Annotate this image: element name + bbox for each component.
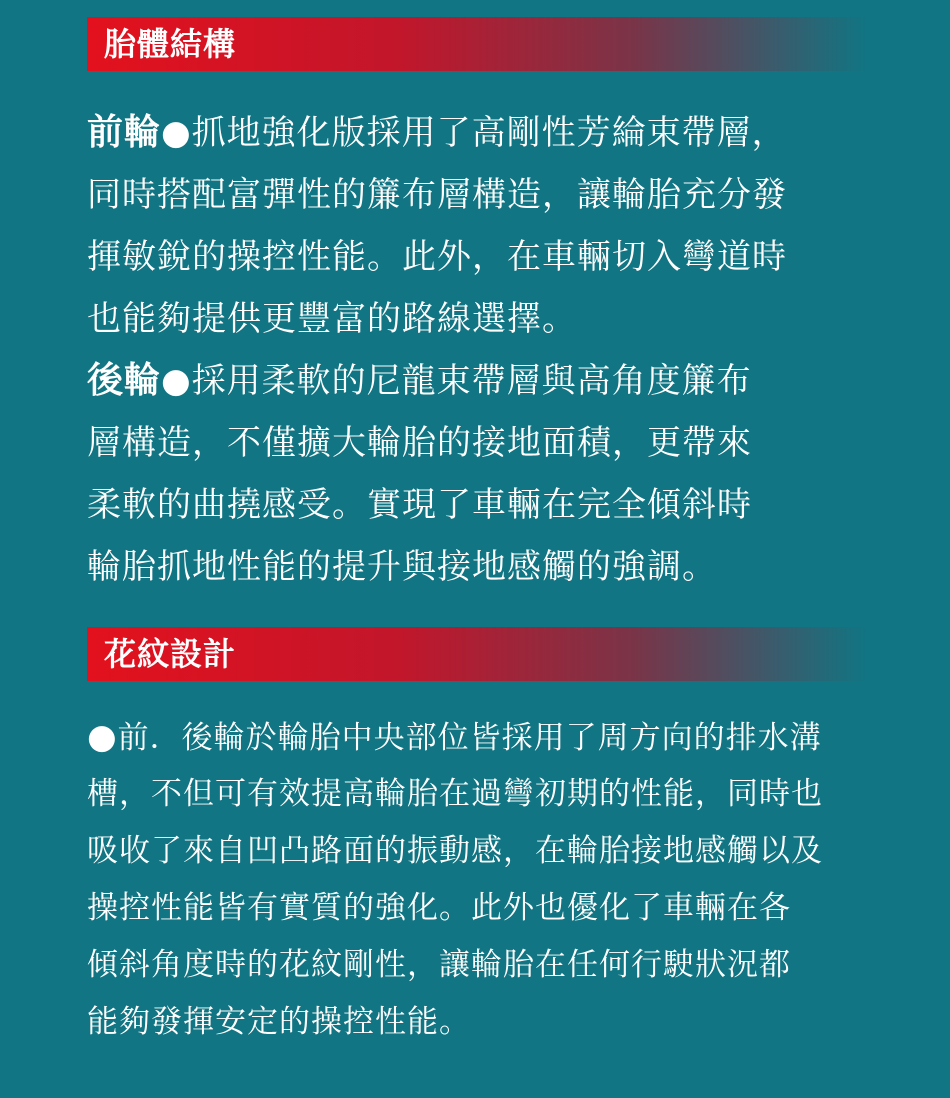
section-title: 花紋設計 bbox=[104, 635, 237, 673]
paragraph-line bbox=[87, 350, 877, 412]
paragraph-line: 同時搭配富彈性的簾布層構造，讓輪胎充分發 bbox=[87, 175, 787, 215]
paragraph-line bbox=[87, 709, 877, 766]
paragraph-line: 輪胎抓地性能的提升與接地感觸的強調。 bbox=[87, 547, 717, 587]
paragraph-line bbox=[87, 102, 877, 164]
bullet-icon: ● bbox=[87, 717, 118, 757]
paragraph-line: 也能夠提供更豐富的路線選擇。 bbox=[87, 299, 577, 339]
paragraph-line: 槽，不但可有效提高輪胎在過彎初期的性能，同時也 bbox=[87, 776, 823, 812]
paragraph-line: 柔軟的曲撓感受。實現了車輛在完全傾斜時 bbox=[87, 485, 752, 525]
bullet-icon: ● bbox=[161, 361, 192, 401]
front-tire-label: 前輪 bbox=[87, 112, 162, 153]
paragraph-text: 前．後輪於輪胎中央部位皆採用了周方向的排水溝 bbox=[117, 720, 822, 756]
section-header-pattern bbox=[87, 627, 867, 681]
section-title: 胎體結構 bbox=[104, 25, 237, 63]
paragraph-text: 抓地強化版採用了高剛性芳綸束帶層， bbox=[191, 113, 787, 153]
rear-tire-paragraph bbox=[87, 350, 877, 598]
paragraph-line: 層構造，不僅擴大輪胎的接地面積，更帶來 bbox=[87, 423, 752, 463]
rear-tire-label: 後輪 bbox=[87, 360, 162, 401]
bullet-icon: ● bbox=[161, 113, 192, 153]
paragraph-line: 傾斜角度時的花紋剛性，讓輪胎在任何行駛狀況都 bbox=[87, 947, 791, 983]
paragraph-line: 吸收了來自凹凸路面的振動感，在輪胎接地感觸以及 bbox=[87, 833, 823, 869]
paragraph-line: 能夠發揮安定的操控性能。 bbox=[87, 1004, 471, 1040]
pattern-paragraph bbox=[87, 709, 877, 1051]
paragraph-line: 揮敏銳的操控性能。此外，在車輛切入彎道時 bbox=[87, 237, 787, 277]
paragraph-line: 操控性能皆有實質的強化。此外也優化了車輛在各 bbox=[87, 890, 791, 926]
front-tire-paragraph bbox=[87, 102, 877, 350]
paragraph-text: 採用柔軟的尼龍束帶層與高角度簾布 bbox=[191, 361, 752, 401]
section-header-structure bbox=[87, 17, 867, 71]
